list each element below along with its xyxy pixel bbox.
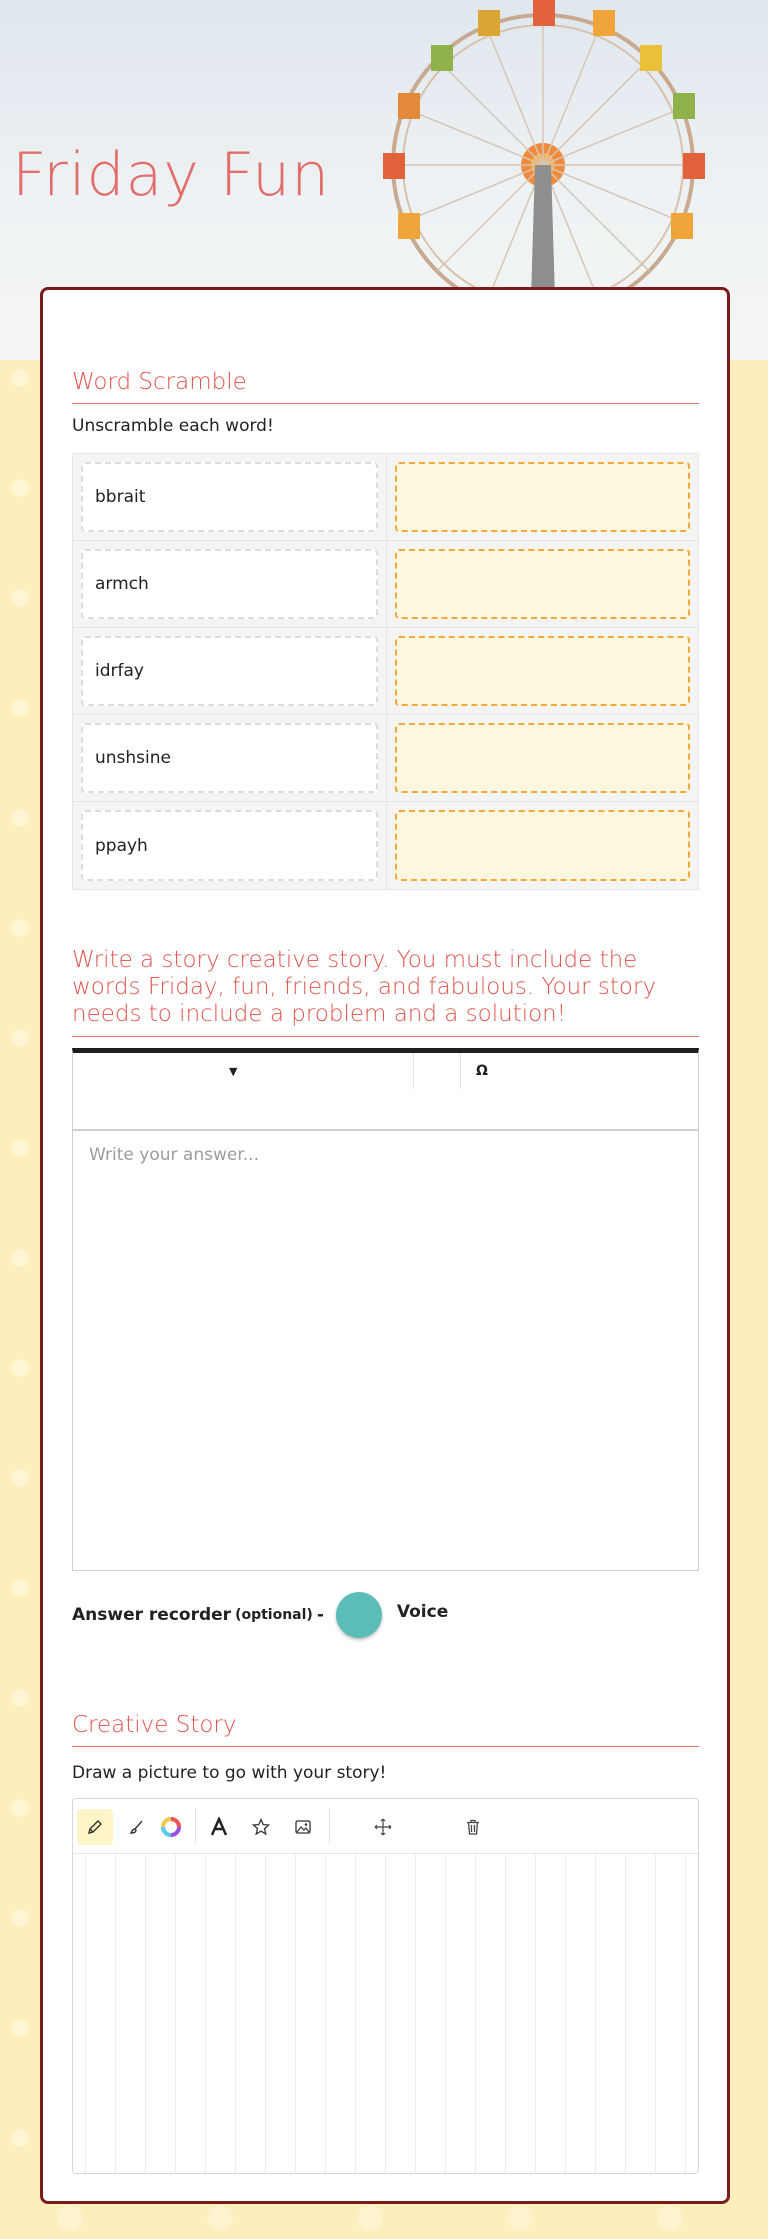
drawing-canvas[interactable] bbox=[73, 1854, 698, 2173]
image-icon[interactable] bbox=[285, 1809, 321, 1845]
scrambled-word: idrfay bbox=[81, 636, 378, 706]
answer-recorder bbox=[72, 1590, 699, 1640]
rich-text-editor bbox=[72, 1048, 699, 1571]
editor-toolbar bbox=[73, 1053, 698, 1131]
recorder-dash: - bbox=[316, 1605, 324, 1625]
caret-down-icon[interactable]: ▼ bbox=[229, 1065, 238, 1078]
voice-label: Voice bbox=[396, 1602, 449, 1622]
pencil-icon[interactable] bbox=[77, 1809, 113, 1845]
creative-story-title: Creative Story bbox=[72, 1712, 699, 1747]
word-scramble-title: Word Scramble bbox=[72, 369, 699, 404]
table-row bbox=[73, 802, 698, 889]
answer-drop-zone[interactable] bbox=[395, 636, 691, 706]
drawing-toolbar bbox=[73, 1799, 698, 1854]
star-icon[interactable] bbox=[243, 1809, 279, 1845]
special-character-button[interactable]: Ω bbox=[476, 1063, 488, 1079]
answer-drop-zone[interactable] bbox=[395, 549, 691, 619]
word-scramble-instruction: Unscramble each word! bbox=[72, 416, 274, 436]
table-row bbox=[73, 628, 698, 715]
recorder-label: Answer recorder bbox=[72, 1605, 232, 1625]
table-row bbox=[73, 541, 698, 628]
drawing-board bbox=[72, 1798, 699, 2174]
scrambled-word: armch bbox=[81, 549, 378, 619]
answer-drop-zone[interactable] bbox=[395, 810, 691, 881]
brush-icon[interactable] bbox=[119, 1809, 155, 1845]
answer-drop-zone[interactable] bbox=[395, 462, 691, 532]
toolbar-divider bbox=[413, 1053, 414, 1089]
story-answer-input[interactable]: Write your answer... bbox=[89, 1145, 259, 1165]
creative-story-instruction: Draw a picture to go with your story! bbox=[72, 1763, 387, 1783]
toolbar-divider bbox=[460, 1053, 461, 1089]
table-row bbox=[73, 715, 698, 802]
table-row bbox=[73, 454, 698, 541]
word-scramble-table bbox=[72, 453, 699, 890]
move-icon[interactable] bbox=[365, 1809, 401, 1845]
text-icon[interactable] bbox=[201, 1809, 237, 1845]
assignment-card bbox=[40, 287, 730, 2204]
trash-icon[interactable] bbox=[455, 1809, 491, 1845]
page-title: Friday Fun bbox=[12, 140, 331, 210]
story-prompt: Write a story creative story. You must include the words Friday, fun, friends, and fabulous. Your story needs to include a problem and a solution! bbox=[72, 947, 699, 1037]
scrambled-word: ppayh bbox=[81, 810, 378, 881]
scrambled-word: unshsine bbox=[81, 723, 378, 793]
recorder-optional: (optional) bbox=[235, 1607, 313, 1623]
record-voice-button[interactable] bbox=[336, 1592, 382, 1638]
toolbar-divider bbox=[195, 1809, 196, 1843]
color-wheel-icon[interactable] bbox=[153, 1809, 189, 1845]
scrambled-word: bbrait bbox=[81, 462, 378, 532]
toolbar-divider bbox=[329, 1809, 330, 1843]
answer-drop-zone[interactable] bbox=[395, 723, 691, 793]
